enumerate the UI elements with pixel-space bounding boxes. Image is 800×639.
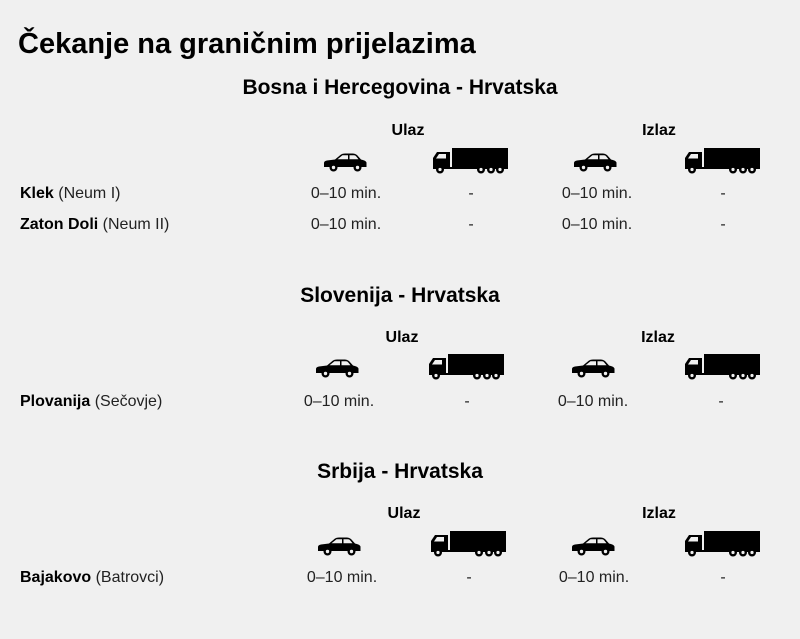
truck-icon [432,148,508,174]
entry-truck-wait: - [466,569,472,586]
truck-icon [684,354,760,380]
truck-icon [428,354,504,380]
entry-truck-wait: - [464,393,470,410]
section-title: Slovenija - Hrvatska [300,284,500,307]
table-row [0,216,800,238]
crossing-name [20,569,164,587]
crossing-name [20,185,120,203]
crossing-title: Klek [20,185,54,202]
entry-heading: Ulaz [387,505,421,522]
exit-truck-wait: - [720,185,726,202]
car-icon [322,152,368,172]
exit-heading: Izlaz [641,329,675,346]
page-title: Čekanje na graničnim prijelazima [18,28,476,60]
crossing-title: Plovanija [20,393,91,410]
crossing-name [20,393,162,411]
car-icon [570,358,616,378]
entry-heading: Ulaz [391,122,425,139]
car-icon [314,358,360,378]
car-icon [570,536,616,556]
crossing-alt-name: (Sečovje) [94,393,163,410]
section-title: Srbija - Hrvatska [317,460,483,483]
car-icon [572,152,618,172]
exit-heading: Izlaz [642,505,676,522]
crossing-alt-name: (Neum II) [102,216,170,233]
table-row [0,569,800,591]
exit-car-wait: 0–10 min. [557,393,629,410]
exit-car-wait: 0–10 min. [561,216,633,233]
exit-truck-wait: - [720,569,726,586]
entry-truck-wait: - [468,216,474,233]
entry-car-wait: 0–10 min. [306,569,378,586]
truck-icon [430,531,506,557]
entry-truck-wait: - [468,185,474,202]
crossing-alt-name: (Neum I) [58,185,121,202]
entry-car-wait: 0–10 min. [310,185,382,202]
crossing-alt-name: (Batrovci) [95,569,165,586]
entry-heading: Ulaz [385,329,419,346]
exit-car-wait: 0–10 min. [561,185,633,202]
exit-truck-wait: - [718,393,724,410]
table-row [0,393,800,415]
table-row [0,185,800,207]
entry-car-wait: 0–10 min. [303,393,375,410]
truck-icon [684,531,760,557]
exit-car-wait: 0–10 min. [558,569,630,586]
truck-icon [684,148,760,174]
crossing-name [20,216,169,234]
crossing-title: Zaton Doli [20,216,99,233]
exit-heading: Izlaz [642,122,676,139]
car-icon [316,536,362,556]
crossing-title: Bajakovo [20,569,92,586]
entry-car-wait: 0–10 min. [310,216,382,233]
exit-truck-wait: - [720,216,726,233]
section-title: Bosna i Hercegovina - Hrvatska [242,76,558,99]
